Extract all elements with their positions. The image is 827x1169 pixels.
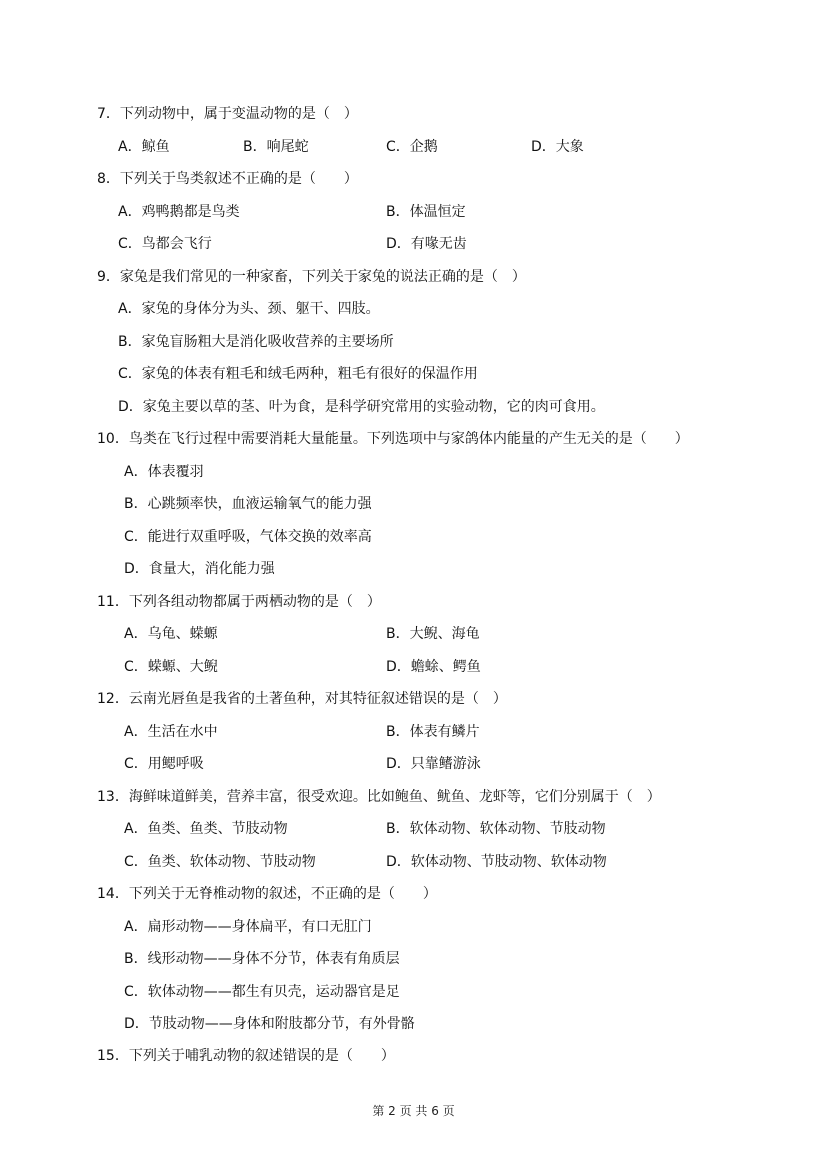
question-11-option-d: D．蟾蜍、鳄鱼 (386, 659, 481, 675)
question-8-stem: 8．下列关于鸟类叙述不正确的是（ ） (97, 171, 358, 187)
question-9-option-d: D．家兔主要以草的茎、叶为食，是科学研究常用的实验动物，它的肉可食用。 (118, 399, 605, 415)
question-12-option-d: D．只靠鳍游泳 (386, 756, 481, 772)
question-7-option-b: B．响尾蛇 (243, 139, 309, 155)
question-8-option-c: C．鸟都会飞行 (118, 236, 212, 252)
question-10-option-d: D．食量大，消化能力强 (124, 561, 275, 577)
question-8-option-d: D．有喙无齿 (386, 236, 467, 252)
question-7-option-c: C．企鹅 (386, 139, 438, 155)
question-9-option-b: B．家兔盲肠粗大是消化吸收营养的主要场所 (118, 334, 394, 350)
question-13-option-a: A．鱼类、鱼类、节肢动物 (124, 821, 288, 837)
question-12-option-a: A．生活在水中 (124, 724, 218, 740)
question-10-option-c: C．能进行双重呼吸，气体交换的效率高 (124, 529, 372, 545)
question-13-option-b: B．软体动物、软体动物、节肢动物 (386, 821, 606, 837)
question-14-option-b: B．线形动物——身体不分节，体表有角质层 (124, 951, 400, 967)
question-10-option-b: B．心跳频率快，血液运输氧气的能力强 (124, 496, 372, 512)
question-9-option-a: A．家兔的身体分为头、颈、躯干、四肢。 (118, 301, 380, 317)
question-12-stem: 12．云南光唇鱼是我省的土著鱼种，对其特征叙述错误的是（ ） (97, 691, 507, 707)
page-number-footer: 第 2 页 共 6 页 (372, 1104, 455, 1118)
question-13-option-c: C．鱼类、软体动物、节肢动物 (124, 854, 316, 870)
question-10-option-a: A．体表覆羽 (124, 464, 204, 480)
question-15-stem: 15．下列关于哺乳动物的叙述错误的是（ ） (97, 1048, 395, 1064)
question-14-option-d: D．节肢动物——身体和附肢都分节，有外骨骼 (124, 1016, 415, 1032)
question-11-option-b: B．大鲵、海龟 (386, 626, 480, 642)
question-9-option-c: C．家兔的体表有粗毛和绒毛两种，粗毛有很好的保温作用 (118, 366, 478, 382)
question-14-option-a: A．扁形动物——身体扁平，有口无肛门 (124, 919, 372, 935)
question-9-stem: 9．家兔是我们常见的一种家畜，下列关于家兔的说法正确的是（ ） (97, 269, 526, 285)
question-12-option-b: B．体表有鳞片 (386, 724, 480, 740)
question-11-option-a: A．乌龟、蝾螈 (124, 626, 218, 642)
question-8-option-b: B．体温恒定 (386, 204, 466, 220)
question-11-option-c: C．蝾螈、大鲵 (124, 659, 218, 675)
question-8-option-a: A．鸡鸭鹅都是鸟类 (118, 204, 240, 220)
question-14-stem: 14．下列关于无脊椎动物的叙述，不正确的是（ ） (97, 886, 437, 902)
question-7-option-d: D．大象 (531, 139, 584, 155)
question-7-stem: 7．下列动物中，属于变温动物的是（ ） (97, 106, 358, 122)
question-10-stem: 10．鸟类在飞行过程中需要消耗大量能量。下列选项中与家鸽体内能量的产生无关的是（ ） (97, 431, 689, 447)
question-11-stem: 11．下列各组动物都属于两栖动物的是（ ） (97, 594, 381, 610)
question-13-stem: 13．海鲜味道鲜美，营养丰富，很受欢迎。比如鲍鱼、鱿鱼、龙虾等，它们分别属于（ ） (97, 789, 661, 805)
question-7-option-a: A．鲸鱼 (118, 139, 170, 155)
question-12-option-c: C．用鳃呼吸 (124, 756, 204, 772)
question-13-option-d: D．软体动物、节肢动物、软体动物 (386, 854, 607, 870)
question-14-option-c: C．软体动物——都生有贝壳，运动器官是足 (124, 984, 400, 1000)
